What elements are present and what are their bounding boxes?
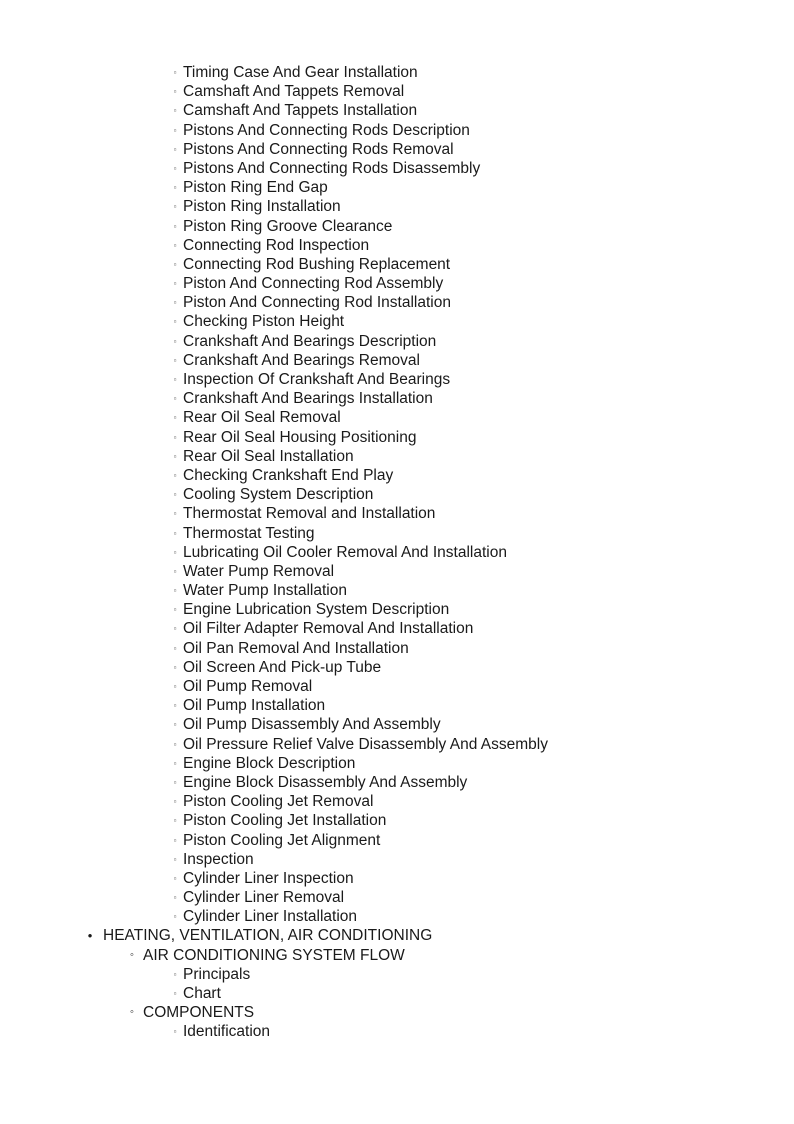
list-item — [0, 869, 794, 888]
engine-section-list — [0, 63, 794, 926]
list-item-label: Timing Case And Gear Installation — [183, 64, 418, 81]
list-item — [0, 370, 794, 389]
list-item-label: Identification — [183, 1023, 271, 1041]
list-item-label: Oil Pump Disassembly And Assembly — [183, 716, 441, 734]
square-bullet-icon: ▫ — [173, 413, 177, 423]
list-item — [0, 907, 794, 926]
square-bullet-icon: ▫ — [173, 912, 177, 922]
square-bullet-icon: ▫ — [173, 739, 177, 749]
list-item — [0, 811, 794, 830]
list-item — [0, 581, 794, 600]
subsection-heading: COMPONENTS — [143, 1004, 255, 1022]
list-item — [0, 831, 794, 850]
square-bullet-icon: ▫ — [173, 394, 177, 404]
table-of-contents — [0, 63, 794, 1042]
list-item — [0, 888, 794, 907]
list-item — [0, 351, 794, 370]
list-item-label: Piston Cooling Jet Installation — [183, 812, 387, 830]
list-item-label: Rear Oil Seal Installation — [183, 447, 354, 465]
list-item-label: Water Pump Installation — [183, 582, 347, 600]
square-bullet-icon: ▫ — [173, 125, 177, 135]
list-item-label: Cylinder Liner Installation — [183, 908, 358, 926]
list-item — [0, 754, 794, 773]
list-item-label: Pistons And Connecting Rods Removal — [183, 140, 454, 158]
list-item-label: Connecting Rod Inspection — [183, 236, 370, 254]
square-bullet-icon: ▫ — [173, 375, 177, 384]
square-bullet-icon: ▫ — [173, 969, 177, 979]
list-item-label: Water Pump Removal — [183, 562, 335, 580]
list-item — [0, 543, 794, 562]
list-item — [0, 735, 794, 754]
list-item — [0, 677, 794, 696]
square-bullet-icon: ▫ — [173, 336, 177, 346]
square-bullet-icon: ▫ — [173, 605, 177, 615]
list-item-label: Oil Filter Adapter Removal And Installation — [183, 620, 474, 638]
list-item — [0, 850, 794, 869]
list-item — [0, 1022, 794, 1041]
list-item-label: Checking Piston Height — [183, 313, 345, 331]
square-bullet-icon: ▫ — [173, 240, 177, 250]
square-bullet-icon: ▫ — [173, 643, 177, 653]
list-item-label: Principals — [183, 965, 251, 983]
circle-bullet-icon: ◦ — [130, 1006, 134, 1019]
list-item-label: Cooling System Description — [183, 486, 374, 504]
square-bullet-icon: ▫ — [173, 298, 177, 308]
list-item — [0, 408, 794, 427]
list-item-label: Rear Oil Seal Removal — [183, 409, 341, 427]
square-bullet-icon: ▫ — [173, 509, 177, 519]
square-bullet-icon: ▫ — [173, 758, 177, 768]
list-item — [0, 293, 794, 312]
square-bullet-icon: ▫ — [173, 797, 177, 807]
list-item-label: Piston And Connecting Rod Installation — [183, 294, 451, 312]
list-item — [0, 101, 794, 120]
square-bullet-icon: ▫ — [173, 451, 177, 461]
square-bullet-icon: ▫ — [173, 854, 177, 864]
square-bullet-icon: ▫ — [173, 317, 177, 327]
list-item — [0, 466, 794, 485]
list-item-label: Engine Block Description — [183, 754, 356, 772]
square-bullet-icon: ▫ — [173, 68, 177, 77]
list-item — [0, 619, 794, 638]
list-item — [0, 197, 794, 216]
list-item-label: Pistons And Connecting Rods Description — [183, 121, 470, 139]
list-item-label: Oil Pump Installation — [183, 697, 326, 715]
list-item-label: Engine Block Disassembly And Assembly — [183, 773, 468, 791]
list-item — [0, 965, 794, 984]
list-item — [0, 984, 794, 1003]
square-bullet-icon: ▫ — [173, 893, 177, 903]
list-item-label: Oil Pump Removal — [183, 678, 313, 695]
square-bullet-icon: ▫ — [173, 566, 177, 576]
list-item-label: Camshaft And Tappets Installation — [183, 102, 418, 120]
list-item — [0, 428, 794, 447]
list-item-label: Camshaft And Tappets Removal — [183, 83, 405, 101]
square-bullet-icon: ▫ — [173, 720, 177, 730]
list-item-ac-system-flow — [0, 946, 794, 965]
square-bullet-icon: ▫ — [173, 259, 177, 269]
list-item-label: Piston Cooling Jet Alignment — [183, 831, 381, 849]
square-bullet-icon: ▫ — [173, 777, 177, 787]
list-item-label: Inspection — [183, 850, 254, 868]
square-bullet-icon: ▫ — [173, 106, 177, 116]
list-item — [0, 485, 794, 504]
list-item-label: Piston Ring End Gap — [183, 179, 328, 197]
square-bullet-icon: ▫ — [173, 202, 177, 212]
list-item-label: Crankshaft And Bearings Removal — [183, 351, 420, 369]
list-item — [0, 332, 794, 351]
section-heading: HEATING, VENTILATION, AIR CONDITIONING — [103, 927, 433, 945]
list-item — [0, 389, 794, 408]
square-bullet-icon: ▫ — [173, 1027, 177, 1037]
list-item-label: Inspection Of Crankshaft And Bearings — [183, 371, 451, 388]
square-bullet-icon: ▫ — [173, 662, 177, 672]
square-bullet-icon: ▫ — [173, 470, 177, 480]
list-item — [0, 639, 794, 658]
square-bullet-icon: ▫ — [173, 163, 177, 173]
list-item — [0, 312, 794, 331]
list-item-label: Connecting Rod Bushing Replacement — [183, 255, 451, 273]
list-item — [0, 562, 794, 581]
list-item-label: Oil Screen And Pick-up Tube — [183, 658, 382, 676]
square-bullet-icon: ▫ — [173, 586, 177, 596]
square-bullet-icon: ▫ — [173, 490, 177, 500]
list-item — [0, 274, 794, 293]
list-item-label: Piston And Connecting Rod Assembly — [183, 275, 444, 293]
bullet-icon: • — [87, 928, 93, 944]
square-bullet-icon: ▫ — [173, 221, 177, 231]
square-bullet-icon: ▫ — [173, 989, 177, 998]
list-item-label: Chart — [183, 985, 221, 1002]
square-bullet-icon: ▫ — [173, 624, 177, 634]
list-item-label: Pistons And Connecting Rods Disassembly — [183, 159, 481, 177]
list-item-label: Oil Pan Removal And Installation — [183, 639, 409, 657]
list-item — [0, 121, 794, 140]
list-item-label: Thermostat Testing — [183, 524, 315, 542]
list-item — [0, 696, 794, 715]
list-item-label: Engine Lubrication System Description — [183, 601, 450, 619]
list-item — [0, 600, 794, 619]
list-item-label: Cylinder Liner Removal — [183, 889, 345, 907]
list-item-label: Crankshaft And Bearings Description — [183, 332, 437, 350]
square-bullet-icon: ▫ — [173, 183, 177, 193]
square-bullet-icon: ▫ — [173, 835, 177, 845]
subsection-heading: AIR CONDITIONING SYSTEM FLOW — [143, 946, 405, 964]
list-item — [0, 217, 794, 236]
list-item — [0, 178, 794, 197]
list-item-label: Thermostat Removal and Installation — [183, 505, 436, 523]
list-item-hvac — [0, 926, 794, 945]
list-item-label: Crankshaft And Bearings Installation — [183, 390, 433, 408]
list-item-label: Checking Crankshaft End Play — [183, 466, 394, 484]
list-item — [0, 236, 794, 255]
list-item-label: Oil Pressure Relief Valve Disassembly And Assembly — [183, 735, 548, 753]
list-item — [0, 82, 794, 101]
square-bullet-icon: ▫ — [173, 701, 177, 711]
circle-bullet-icon: ◦ — [130, 948, 134, 961]
square-bullet-icon: ▫ — [173, 144, 177, 154]
list-item — [0, 715, 794, 734]
square-bullet-icon: ▫ — [173, 873, 177, 883]
list-item-label: Cylinder Liner Inspection — [183, 869, 354, 887]
list-item-components — [0, 1003, 794, 1022]
list-item — [0, 63, 794, 82]
list-item-label: Lubricating Oil Cooler Removal And Installation — [183, 543, 507, 561]
square-bullet-icon: ▫ — [173, 816, 177, 826]
square-bullet-icon: ▫ — [173, 355, 177, 365]
square-bullet-icon: ▫ — [173, 682, 177, 691]
list-item — [0, 255, 794, 274]
list-item — [0, 447, 794, 466]
list-item-label: Piston Ring Groove Clearance — [183, 217, 393, 235]
square-bullet-icon: ▫ — [173, 279, 177, 289]
list-item — [0, 159, 794, 178]
square-bullet-icon: ▫ — [173, 547, 177, 557]
list-item — [0, 658, 794, 677]
list-item — [0, 524, 794, 543]
list-item-label: Rear Oil Seal Housing Positioning — [183, 428, 417, 446]
list-item — [0, 792, 794, 811]
list-item-label: Piston Cooling Jet Removal — [183, 793, 374, 811]
square-bullet-icon: ▫ — [173, 87, 177, 97]
list-item — [0, 504, 794, 523]
square-bullet-icon: ▫ — [173, 432, 177, 442]
list-item — [0, 140, 794, 159]
list-item — [0, 773, 794, 792]
square-bullet-icon: ▫ — [173, 528, 177, 538]
list-item-label: Piston Ring Installation — [183, 198, 341, 216]
